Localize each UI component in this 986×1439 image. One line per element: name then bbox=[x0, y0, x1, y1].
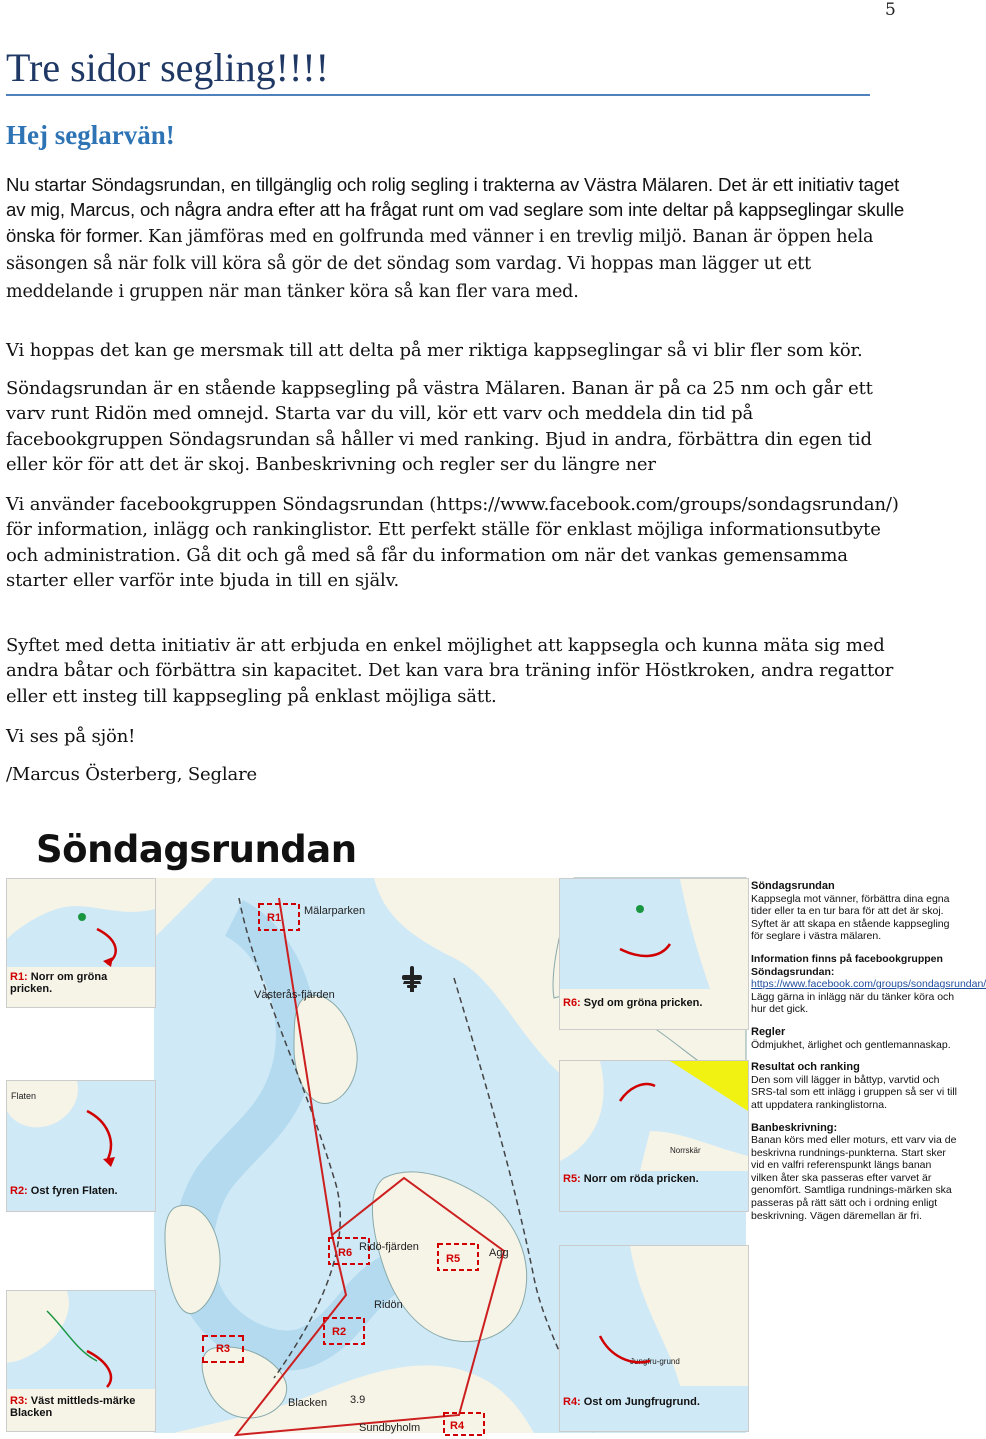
label-norrskar: Norrskär bbox=[670, 1146, 701, 1155]
info-text-regler: Ödmjukhet, ärlighet och gentlemannaskap. bbox=[751, 1038, 951, 1051]
mark-r4: R4 bbox=[450, 1420, 465, 1432]
paragraph-signature: /Marcus Österberg, Seglare bbox=[6, 764, 258, 785]
course-map-figure bbox=[6, 820, 986, 1435]
page-title: Tre sidor segling!!!! bbox=[6, 44, 870, 96]
paragraph-course: Söndagsrundan är en stående kappsegling på västra Mälaren. Banan är på ca 25 nm och går ett varv runt Ridön med omnejd. Starta var du vill, kör ett varv och meddela din tid på facebookgruppen Söndagsrundan så håller vi med ranking. Bjud in andra, förbättra din egen tid eller kör för att det är skoj. Banbeskrivning och regler ser du längre ner bbox=[6, 378, 873, 476]
inset-r1 bbox=[6, 878, 156, 1008]
paragraph-intro-text: Nu startar Söndagsrundan, en tillgänglig och rolig segling i trakterna av Västra Mälaren. Det är ett initiativ taget av mig, Marcus, och några andra efter att ha frågat runt om vad seglare som inte deltar på kappseglingar skulle önska för former. bbox=[6, 174, 905, 246]
info-text-intro: Kappsegla mot vänner, förbättra dina egna tider eller ta en tur bara för att det är skoj. Syftet är att skapa en stående kappsegling för seglare i västra mälaren. bbox=[751, 892, 950, 943]
note-r2-code: R2: bbox=[10, 1185, 28, 1197]
mark-r5: R5 bbox=[446, 1253, 461, 1265]
label-r3-mark: R3 bbox=[202, 1335, 244, 1363]
note-r3-text: Väst mittleds-märke Blacken bbox=[10, 1395, 136, 1419]
note-r5-text: Norr om röda pricken. bbox=[583, 1173, 699, 1185]
info-text-post: Lägg gärna in inlägg när du tänker köra och hur det gick. bbox=[751, 990, 955, 1016]
note-r6-code: R6: bbox=[563, 997, 581, 1009]
label-ridofjarden: Ridö-fjärden bbox=[359, 1241, 419, 1253]
note-r5-code: R5: bbox=[563, 1173, 581, 1185]
page-number: 5 bbox=[885, 0, 896, 20]
info-text-banbeskrivning: Banan körs med eller moturs, ett varv via de beskrivna rundnings-punkterna. Start sker vid en valfri referenspunkt längs banan vilken åter ska passeras efter varvet är genomfört. Samtliga rundnings-märken ska passeras på rätt sätt och i ordning enligt beskrivning. Vägen däremellan är fri. bbox=[751, 1134, 957, 1222]
mark-r1: R1 bbox=[267, 912, 282, 924]
paragraph-golf-text: Kan jämföras med en golfrunda med vänner i en trevlig miljö. Banan är öppen hela säsongen så när folk vill köra så gör de det söndag som vardag. Vi hoppas man lägger ut ett meddelande i gruppen när man tänker köra så kan fler vara med. bbox=[6, 226, 874, 302]
label-depth: 3.9 bbox=[350, 1394, 366, 1406]
greeting-heading: Hej seglarvän! bbox=[6, 120, 175, 150]
info-heading-regler: Regler bbox=[751, 1025, 786, 1038]
info-text-resultat: Den som vill lägger in båttyp, varvtid och SRS-tal som ett inlägg i gruppen så ser vi till att uppdatera rankinglistorna. bbox=[751, 1073, 958, 1111]
label-malarparken: Mälarparken bbox=[304, 905, 366, 917]
label-sundbyholm: Sundbyholm bbox=[359, 1422, 421, 1434]
inset-r4 bbox=[559, 1245, 749, 1432]
inset-r6 bbox=[559, 878, 749, 1030]
info-heading-sondagsrundan: Söndagsrundan bbox=[751, 880, 835, 892]
info-text-facebook: Information finns på facebookgruppen Söndagsrundan: bbox=[751, 952, 943, 978]
note-r4-text: Ost om Jungfrugrund. bbox=[583, 1396, 700, 1408]
label-ridon: Ridön bbox=[374, 1299, 403, 1311]
note-r3-code: R3: bbox=[10, 1395, 28, 1407]
note-r1-code: R1: bbox=[10, 971, 28, 983]
label-jungfrugrund: Jungfru-grund bbox=[630, 1357, 680, 1366]
label-agg: Agg bbox=[489, 1247, 509, 1259]
inset-r2 bbox=[6, 1080, 156, 1212]
paragraph-mersmak: Vi hoppas det kan ge mersmak till att delta på mer riktiga kappseglingar så vi blir fler som kör. bbox=[6, 340, 863, 361]
info-panel bbox=[751, 880, 986, 1232]
note-r4-code: R4: bbox=[563, 1396, 581, 1408]
figure-title: Söndagsrundan bbox=[36, 828, 357, 871]
info-heading-resultat: Resultat och ranking bbox=[751, 1061, 860, 1074]
paragraph-purpose: Syftet med detta initiativ är att erbjuda en enkel möjlighet att kappsegla och kunna mäta sig med andra båtar och förbättra sin kapacitet. Det kan vara bra träning inför Höstkroken, andra regattor eller ett insteg till kappsegling på enklast möjliga sätt. bbox=[6, 635, 894, 707]
label-flaten: Flaten bbox=[11, 1091, 37, 1101]
note-r1-text: Norr om gröna pricken. bbox=[10, 971, 108, 995]
paragraph-facebook: Vi använder facebookgruppen Söndagsrundan (https://www.facebook.com/groups/sondagsrundan/) för information, inlägg och rankinglistor. Ett perfekt ställe för enklast möjliga informationsutbyte och administration. Gå dit och gå med så får du information om när det vankas gemensamma starter eller varför inte bjuda in till en själv. bbox=[6, 494, 899, 592]
label-vasteras-fjarden: Västerås-fjärden bbox=[254, 989, 335, 1001]
mark-r2: R2 bbox=[332, 1326, 347, 1338]
facebook-group-link[interactable]: https://www.facebook.com/groups/sondagsrundan/ bbox=[751, 978, 986, 991]
note-r6-text: Syd om gröna pricken. bbox=[583, 997, 703, 1009]
info-heading-banbeskrivning: Banbeskrivning: bbox=[751, 1121, 838, 1134]
inset-r3 bbox=[6, 1290, 156, 1432]
mark-r6: R6 bbox=[338, 1247, 353, 1259]
note-r2-text: Ost fyren Flaten. bbox=[30, 1185, 118, 1197]
inset-r5 bbox=[559, 1060, 749, 1212]
label-blacken: Blacken bbox=[288, 1397, 328, 1409]
paragraph-farewell: Vi ses på sjön! bbox=[6, 726, 136, 747]
paragraph-intro bbox=[6, 172, 906, 305]
